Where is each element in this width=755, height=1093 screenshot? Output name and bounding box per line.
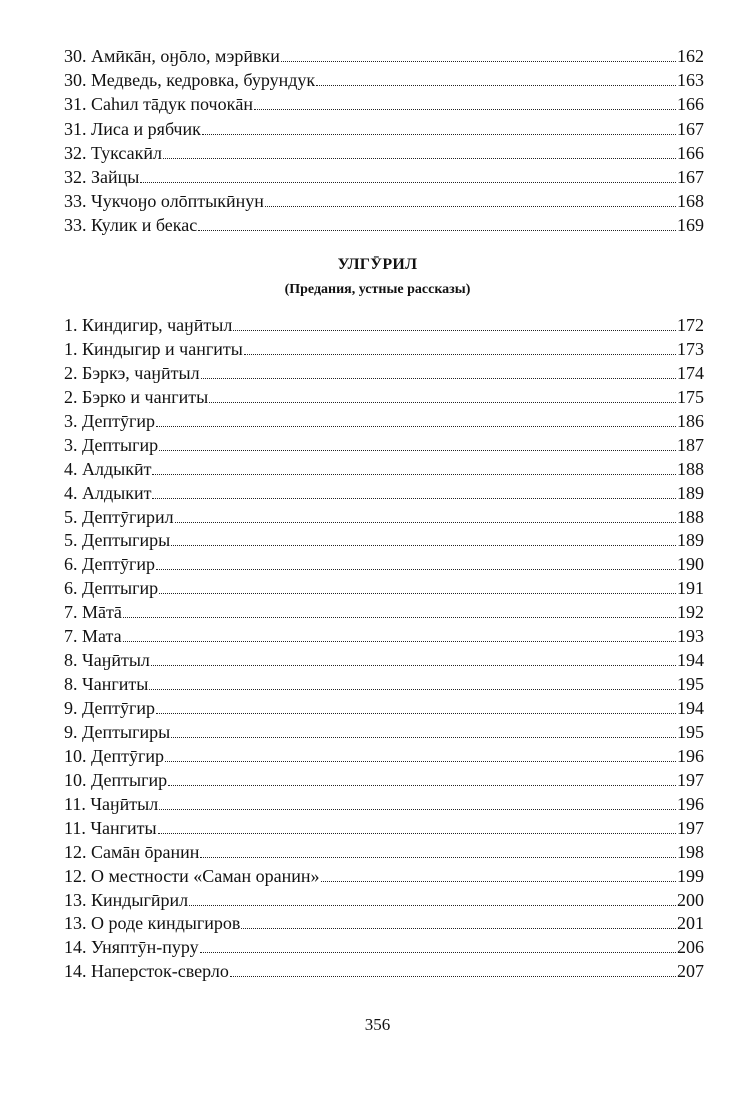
dot-leader xyxy=(233,330,676,331)
toc-entry-page: 186 xyxy=(677,410,704,431)
toc-entry-title: 32. Туксакӣл xyxy=(64,142,162,163)
toc-entry-page: 191 xyxy=(677,578,704,599)
toc-entry-title: 11. Чангиты xyxy=(64,817,157,838)
dot-leader xyxy=(209,402,676,403)
toc-entry-page: 200 xyxy=(677,889,704,910)
toc-entry-title: 13. О роде киндыгиров xyxy=(64,913,241,934)
toc-entry xyxy=(64,92,704,116)
toc-entry-page: 189 xyxy=(677,530,704,551)
toc-entry-title: 1. Киндыгир и чангиты xyxy=(64,338,243,359)
toc-entry-page: 207 xyxy=(677,961,704,982)
dot-leader xyxy=(151,665,676,666)
toc-entry-page: 193 xyxy=(677,626,704,647)
toc-entry-title: 6. Дептӯгир xyxy=(64,554,156,575)
dot-leader xyxy=(198,230,676,231)
toc-entry xyxy=(64,744,704,768)
toc-entry xyxy=(64,648,704,672)
toc-entry-title: 4. Алдыкит xyxy=(64,482,152,503)
toc-entry-title: 2. Бэркэ, чаӈӣтыл xyxy=(64,362,200,383)
dot-leader xyxy=(156,426,676,427)
toc-entry xyxy=(64,481,704,505)
toc-entry xyxy=(64,552,704,576)
dot-leader xyxy=(230,976,676,977)
toc-entry-title: 10. Дептыгир xyxy=(64,769,168,790)
section-subtitle: (Предания, устные рассказы) xyxy=(284,282,471,297)
toc-entry xyxy=(64,576,704,600)
dot-leader xyxy=(165,761,676,762)
toc-entry-title: 30. Амӣкāн, оӈōло, мэрӣвки xyxy=(64,46,280,66)
toc-entry-title: 14. Уняптӯн-пуру xyxy=(64,937,199,958)
toc-entry-title: 33. Кулик и бекас xyxy=(64,215,198,236)
dot-leader xyxy=(152,498,676,499)
toc-entry-title: 10. Дептӯгир xyxy=(64,745,165,766)
dot-leader xyxy=(241,928,676,929)
toc-entry-title: 9. Дептыгиры xyxy=(64,721,171,742)
toc-entry xyxy=(64,165,704,189)
dot-leader xyxy=(200,952,676,953)
toc-entry-page: 189 xyxy=(677,482,704,503)
toc-entry xyxy=(64,433,704,457)
toc-entry-page: 188 xyxy=(677,458,704,479)
dot-leader xyxy=(149,689,676,690)
toc-entry-page: 167 xyxy=(677,166,704,187)
page-number: 356 xyxy=(364,1015,391,1034)
dot-leader xyxy=(244,354,676,355)
dot-leader xyxy=(123,641,676,642)
toc-entry-page: 195 xyxy=(677,674,704,695)
dot-leader xyxy=(156,569,676,570)
dot-leader xyxy=(200,857,676,858)
toc-entry-page: 190 xyxy=(677,554,704,575)
toc-entry-page: 167 xyxy=(677,118,704,139)
toc-entry-page: 199 xyxy=(677,865,704,886)
toc-entry-title: 13. Киндыгӣрил xyxy=(64,889,189,910)
dot-leader xyxy=(201,378,676,379)
toc-entry xyxy=(64,935,704,959)
dot-leader xyxy=(140,182,676,183)
toc-entry-page: 168 xyxy=(677,191,704,212)
toc-entry xyxy=(64,361,704,385)
toc-entry-title: 3. Дептыгир xyxy=(64,434,159,455)
toc-entry-title: 12. О местности «Саман оранин» xyxy=(64,865,320,886)
dot-leader xyxy=(321,881,676,882)
toc-entry-page: 162 xyxy=(677,46,704,66)
toc-entry xyxy=(64,816,704,840)
toc-entry xyxy=(64,720,704,744)
toc-entry-page: 188 xyxy=(677,506,704,527)
dot-leader xyxy=(159,809,676,810)
toc-entry-title: 8. Чангиты xyxy=(64,674,149,695)
toc-entry xyxy=(64,44,704,68)
toc-entry-page: 166 xyxy=(677,142,704,163)
dot-leader xyxy=(202,134,676,135)
toc-entry-page: 195 xyxy=(677,721,704,742)
dot-leader xyxy=(171,737,676,738)
toc-entry-page: 194 xyxy=(677,650,704,671)
toc-entry-title: 9. Дептӯгир xyxy=(64,698,156,718)
toc-entry-page: 174 xyxy=(677,362,704,383)
dot-leader xyxy=(175,522,676,523)
toc-entry-page: 197 xyxy=(677,769,704,790)
toc-entry xyxy=(64,696,704,720)
toc-entry-page: 198 xyxy=(677,841,704,862)
toc-entry xyxy=(64,385,704,409)
dot-leader xyxy=(281,61,676,62)
toc-entry xyxy=(64,792,704,816)
toc-entry-title: 5. Дептӯгирил xyxy=(64,506,174,527)
toc-entry-title: 30. Медведь, кедровка, бурундук xyxy=(64,70,316,91)
dot-leader xyxy=(316,85,676,86)
toc-entry xyxy=(64,911,704,935)
toc-entry xyxy=(64,189,704,213)
dot-leader xyxy=(159,593,676,594)
toc-entry-title: 31. Саһил тāдук почокāн xyxy=(64,94,253,115)
dot-leader xyxy=(189,905,676,906)
toc-entry xyxy=(64,624,704,648)
toc-entry-title: 7. Мāтā xyxy=(64,602,122,623)
toc-entry-title: 1. Киндигир, чаӈӣтыл xyxy=(64,315,233,335)
toc-entry-page: 197 xyxy=(677,817,704,838)
toc-entry-title: 3. Дептӯгир xyxy=(64,410,156,431)
toc-entry-page: 196 xyxy=(677,793,704,814)
toc-entry-page: 166 xyxy=(677,94,704,115)
toc-entry-title: 2. Бэрко и чангиты xyxy=(64,386,209,407)
dot-leader xyxy=(171,545,676,546)
toc-entry xyxy=(64,959,704,983)
toc-entry-page: 194 xyxy=(677,698,704,718)
toc-entry-page: 175 xyxy=(677,386,704,407)
toc-entry-page: 169 xyxy=(677,215,704,236)
dot-leader xyxy=(156,713,676,714)
toc-entry-page: 206 xyxy=(677,937,704,958)
toc-entry-title: 33. Чукчоӈо олōптыкӣнун xyxy=(64,191,264,212)
dot-leader xyxy=(265,206,676,207)
toc-entry xyxy=(64,213,704,237)
toc-entry xyxy=(64,528,704,552)
toc-entry-title: 32. Зайцы xyxy=(64,166,140,187)
toc-entry xyxy=(64,117,704,141)
toc-entry xyxy=(64,888,704,912)
dot-leader xyxy=(163,158,676,159)
toc-entry xyxy=(64,672,704,696)
toc-entry xyxy=(64,600,704,624)
toc-entry-page: 201 xyxy=(677,913,704,934)
toc-entry-page: 196 xyxy=(677,745,704,766)
section-title: УЛГӮРИЛ xyxy=(337,256,418,273)
toc-entry-title: 14. Наперсток-сверло xyxy=(64,961,229,982)
toc-entry-title: 4. Алдыкӣт xyxy=(64,458,152,479)
toc-entry xyxy=(64,457,704,481)
toc-list-tales xyxy=(64,44,704,238)
dot-leader xyxy=(168,785,676,786)
dot-leader xyxy=(152,474,676,475)
dot-leader xyxy=(159,450,676,451)
toc-entry xyxy=(64,337,704,361)
toc-entry xyxy=(64,409,704,433)
dot-leader xyxy=(123,617,676,618)
toc-entry-title: 12. Самāн ōранин xyxy=(64,841,200,862)
toc-entry xyxy=(64,505,704,529)
toc-entry xyxy=(64,313,704,337)
dot-leader xyxy=(254,109,676,110)
toc-entry-title: 6. Дептыгир xyxy=(64,578,159,599)
toc-entry xyxy=(64,141,704,165)
toc-entry xyxy=(64,68,704,92)
toc-entry-title: 11. Чаӈӣтыл xyxy=(64,793,159,814)
toc-entry xyxy=(64,768,704,792)
dot-leader xyxy=(158,833,676,834)
toc-entry-page: 173 xyxy=(677,338,704,359)
toc-entry-title: 31. Лиса и рябчик xyxy=(64,118,201,139)
toc-entry-title: 5. Дептыгиры xyxy=(64,530,171,551)
toc-entry-page: 172 xyxy=(677,315,704,335)
toc-entry-title: 7. Мата xyxy=(64,626,122,647)
toc-entry xyxy=(64,864,704,888)
toc-entry xyxy=(64,840,704,864)
toc-list-legends xyxy=(64,313,704,983)
toc-entry-page: 187 xyxy=(677,434,704,455)
toc-entry-page: 192 xyxy=(677,602,704,623)
toc-entry-title: 8. Чаӈӣтыл xyxy=(64,650,150,671)
toc-entry-page: 163 xyxy=(677,70,704,91)
